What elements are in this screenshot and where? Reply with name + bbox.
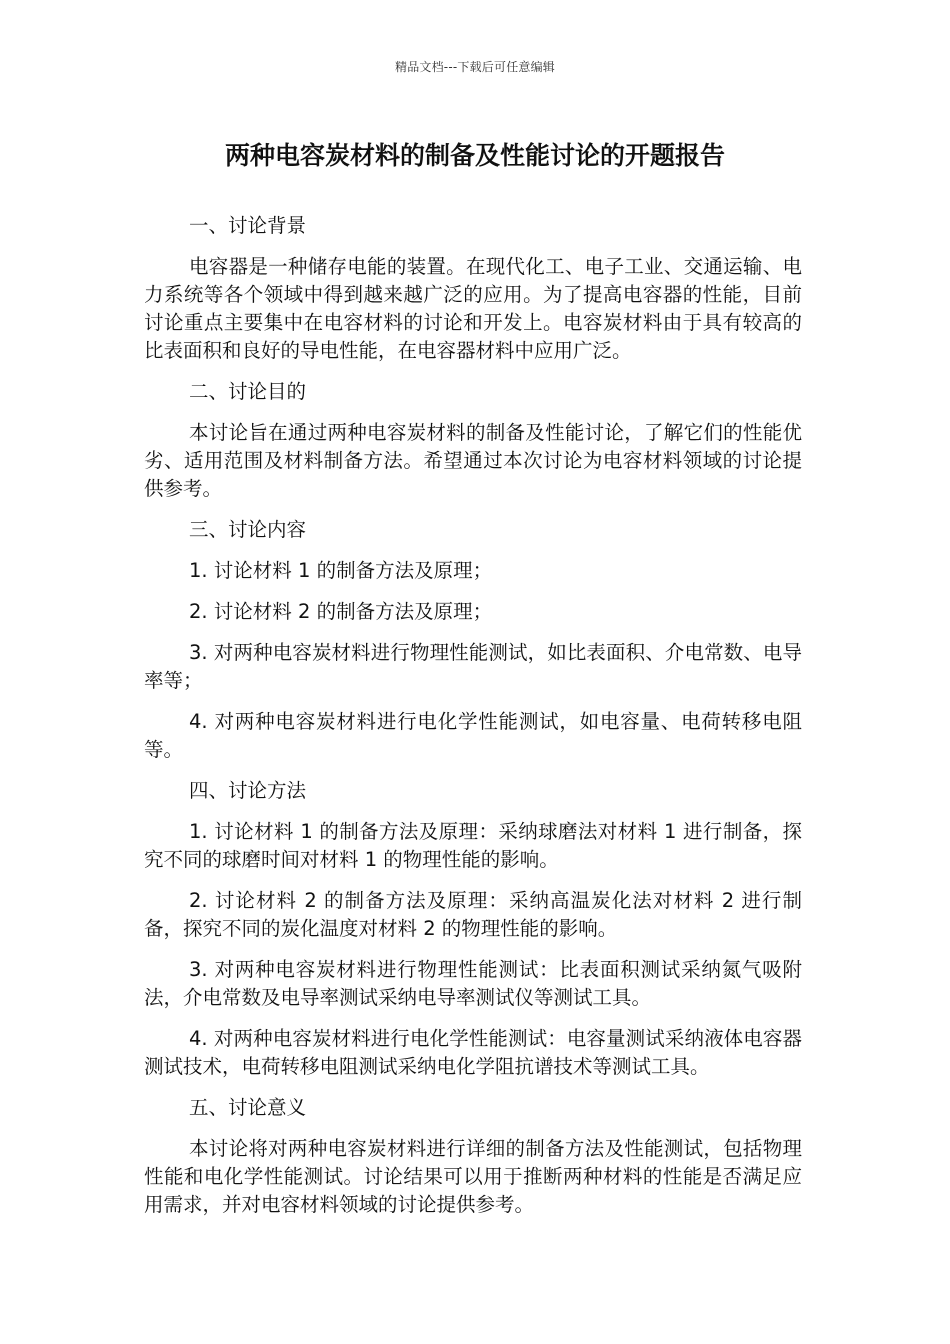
content-item: 1. 讨论材料 1 的制备方法及原理； xyxy=(189,559,493,582)
background-paragraph: 电容器是一种储存电能的装置。在现代化工、电子工业、交通运输、电力系统等各个领域中得到越来越广泛的应用。为了提高电容器的性能，目前讨论重点主要集中在电容材料的讨论和开发上。电容炭材料由于具有较高的比表面积和良好的导电性能，在电容器材料中应用广泛。 xyxy=(144,255,802,362)
method-item: 4. 对两种电容炭材料进行电化学性能测试：电容量测试采纳液体电容器测试技术，电荷转移电阻测试采纳电化学阻抗谱技术等测试工具。 xyxy=(144,1027,802,1078)
section-heading-purpose: 二、讨论目的 xyxy=(189,380,307,403)
section-heading-significance: 五、讨论意义 xyxy=(189,1096,307,1119)
section-heading-background: 一、讨论背景 xyxy=(189,214,307,237)
method-item: 1. 讨论材料 1 的制备方法及原理：采纳球磨法对材料 1 进行制备，探究不同的球磨时间对材料 1 的物理性能的影响。 xyxy=(144,820,802,871)
significance-paragraph: 本讨论将对两种电容炭材料进行详细的制备方法及性能测试，包括物理性能和电化学性能测试。讨论结果可以用于推断两种材料的性能是否满足应用需求，并对电容材料领域的讨论提供参考。 xyxy=(144,1137,802,1216)
section-heading-method: 四、讨论方法 xyxy=(189,779,307,802)
purpose-paragraph: 本讨论旨在通过两种电容炭材料的制备及性能讨论，了解它们的性能优劣、适用范围及材料制备方法。希望通过本次讨论为电容材料领域的讨论提供参考。 xyxy=(144,421,802,500)
document-body xyxy=(144,212,802,1232)
document-title: 两种电容炭材料的制备及性能讨论的开题报告 xyxy=(224,141,725,170)
content-item: 4. 对两种电容炭材料进行电化学性能测试，如电容量、电荷转移电阻等。 xyxy=(144,710,802,761)
method-item: 3. 对两种电容炭材料进行物理性能测试：比表面积测试采纳氮气吸附法，介电常数及电导率测试采纳电导率测试仪等测试工具。 xyxy=(144,958,802,1009)
content-item: 2. 讨论材料 2 的制备方法及原理； xyxy=(189,600,493,623)
content-item: 3. 对两种电容炭材料进行物理性能测试，如比表面积、介电常数、电导率等； xyxy=(144,641,802,692)
header-note: 精品文档---下载后可任意编辑 xyxy=(395,60,555,74)
section-heading-content: 三、讨论内容 xyxy=(189,518,307,541)
method-item: 2. 讨论材料 2 的制备方法及原理：采纳高温炭化法对材料 2 进行制备，探究不同的炭化温度对材料 2 的物理性能的影响。 xyxy=(144,889,802,940)
